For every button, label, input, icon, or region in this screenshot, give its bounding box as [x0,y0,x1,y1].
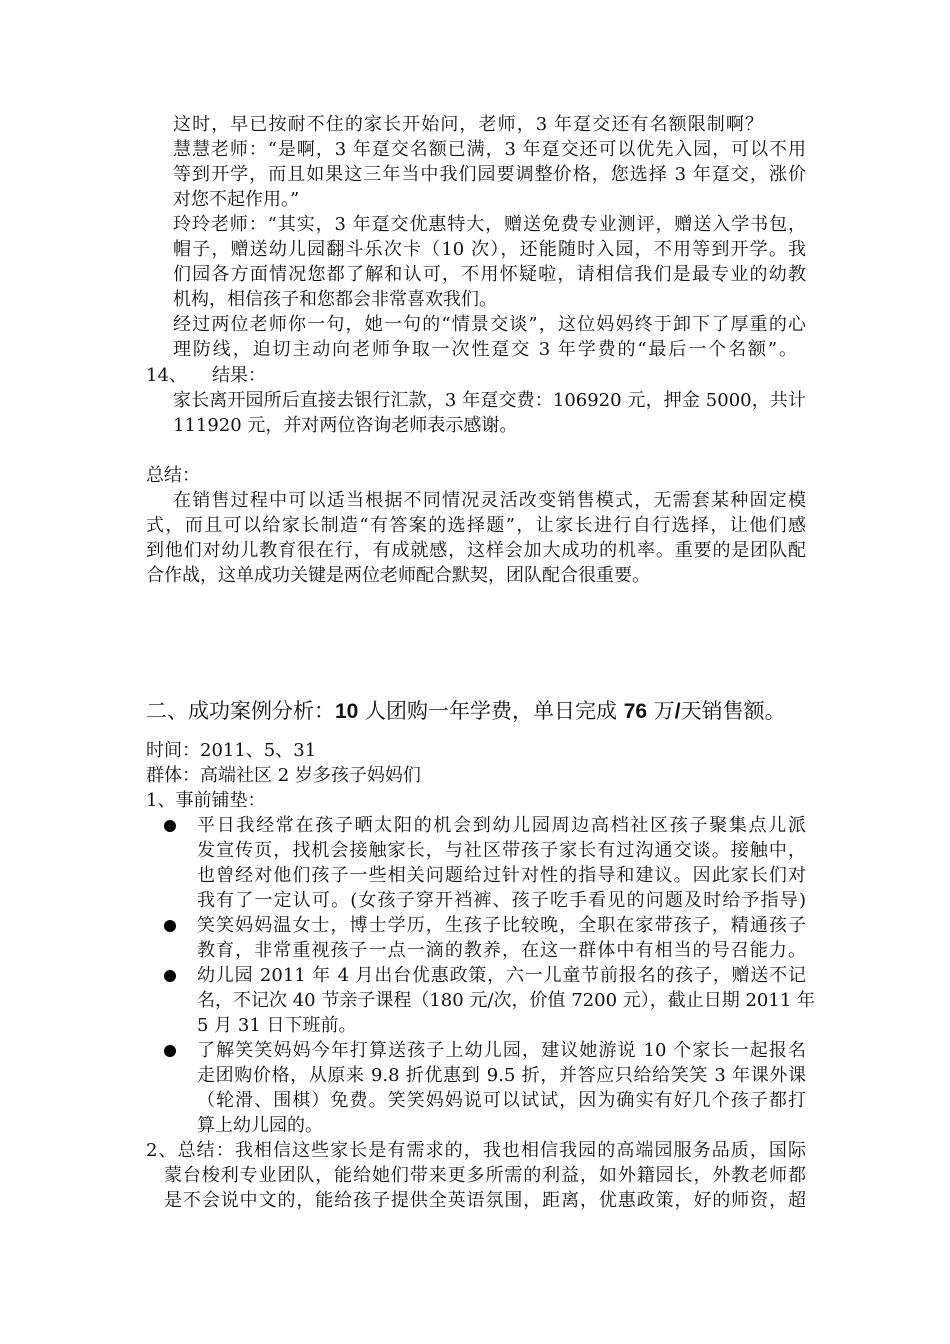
paragraph-line: 到他们对幼儿教育很在行，有成就感，这样会加大成功的机率。重要的是团队配 [146,540,806,561]
bullet-line: （轮滑、围棋）免费。笑笑妈妈说可以试试，因为确实有好几个孩子都打 [197,1090,806,1111]
paragraph-line: 慧慧老师：“是啊，3 年趸交名额已满，3 年趸交还可以优先入园，可以不用 [173,139,806,160]
paragraph-line: 这时，早已按耐不住的家长开始问，老师，3 年趸交还有名额限制啊？ [173,114,763,135]
bullet-icon [164,970,176,982]
paragraph-line: 在销售过程中可以适当根据不同情况灵活改变销售模式，无需套某种固定模 [173,490,806,511]
bullet-line: 幼儿园 2011 年 4 月出台优惠政策，六一儿童节前报名的孩子，赠送不记 [197,965,806,986]
paragraph-line: 们园各方面情况您都了解和认可，不用怀疑啦，请相信我们是最专业的幼教 [173,264,806,285]
paragraph-line: 玲玲老师：“其实，3 年趸交优惠特大，赠送免费专业测评，赠送入学书包， [173,214,806,235]
group-line: 群体：高端社区 2 岁多孩子妈妈们 [146,765,421,786]
bullet-line: 我有了一定认可。(女孩子穿开裆裤、孩子吃手看见的问题及时给予指导) [197,890,806,911]
paragraph-line: 理防线，迫切主动向老师争取一次性趸交 3 年学费的“最后一个名额”。 [173,339,797,360]
bullet-line: 算上幼儿园的。 [197,1115,323,1136]
heading-text: 人团购一年学费，单日完成 [358,699,624,723]
list-number: 14、 [146,365,187,386]
paragraph-line: 111920 元，并对两位咨询老师表示感谢。 [173,415,518,436]
list-title: 结果： [212,365,266,386]
heading-number: 76 [623,700,648,723]
bullet-line: 5 月 31 日下班前。 [197,1015,357,1036]
paragraph-line: 合作战，这单成功关键是两位老师配合默契，团队配合很重要。 [146,565,650,586]
paragraph-line: 家长离开园所后直接去银行汇款，3 年趸交费：106920 元，押金 5000，共计 [173,390,806,411]
list-heading: 1、事前铺垫： [146,790,266,811]
bullet-icon [164,1045,176,1057]
paragraph-line: 式，而且可以给家长制造“有答案的选择题”，让家长进行自行选择，让他们感 [146,515,806,536]
heading-slash: / [674,700,681,723]
bullet-line: 笑笑妈妈温女士，博士学历，生孩子比较晚，全职在家带孩子，精通孩子 [197,915,806,936]
heading-suffix: 天销售额。 [680,699,786,723]
bullet-icon [164,920,176,932]
heading-number: 10 [335,700,359,723]
paragraph-line: 2、总结：我相信这些家长是有需求的，我也相信我园的高端园服务品质，国际 [146,1140,806,1161]
bullet-line: 平日我经常在孩子晒太阳的机会到幼儿园周边高档社区孩子聚集点儿派 [197,815,806,836]
paragraph-line: 经过两位老师你一句，她一句的“情景交谈”，这位妈妈终于卸下了厚重的心 [173,314,806,335]
bullet-line: 了解笑笑妈妈今年打算送孩子上幼儿园，建议她游说 10 个家长一起报名 [197,1040,806,1061]
heading-text: 万 [647,699,675,723]
paragraph-line: 等到开学，而且如果这三年当中我们园要调整价格，您选择 3 年趸交，涨价 [173,164,806,185]
paragraph-line: 是不会说中文的，能给孩子提供全英语氛围，距离，优惠政策，好的师资，超 [164,1190,806,1211]
time-line: 时间：2011、5、31 [146,740,317,761]
paragraph-line: 蒙台梭利专业团队，能给她们带来更多所需的利益，如外籍园长，外教老师都 [164,1165,806,1186]
bullet-line: 发宣传页，找机会接触家长，与社区带孩子家长有过沟通交谈。接触中， [197,840,806,861]
bullet-line: 也曾经对他们孩子一些相关问题给过针对性的指导和建议。因此家长们对 [197,865,806,886]
paragraph-line: 帽子，赠送幼儿园翻斗乐次卡（10 次），还能随时入园，不用等到开学。我 [173,239,806,260]
bullet-line: 走团购价格，从原来 9.8 折优惠到 9.5 折，并答应只给给笑笑 3 年课外课 [197,1065,806,1086]
section-heading [146,697,786,726]
summary-label: 总结： [146,465,200,486]
bullet-line: 教育，非常重视孩子一点一滴的教养，在这一群体中有相当的号召能力。 [197,940,806,961]
heading-prefix: 二、成功案例分析： [146,699,335,723]
bullet-line: 名，不记次 40 节亲子课程（180 元/次，价值 7200 元），截止日期 2011 年 [197,990,815,1011]
paragraph-line: 对您不起作用。” [173,189,300,210]
paragraph-line: 机构，相信孩子和您都会非常喜欢我们。 [173,289,497,310]
bullet-icon [164,820,176,832]
